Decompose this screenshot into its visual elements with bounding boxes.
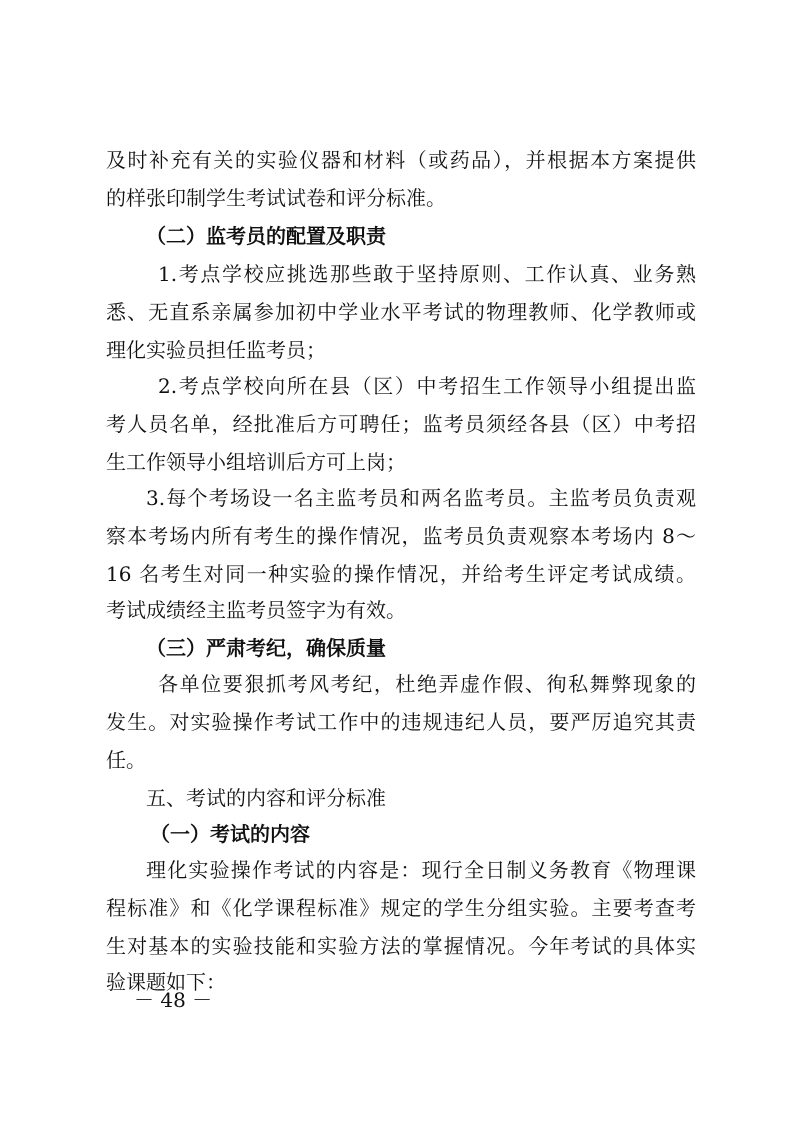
- paragraph-line: 考人员名单，经批准后方可聘任；监考员须经各县（区）中考招: [106, 412, 696, 436]
- paragraph-line: 2.考点学校向所在县（区）中考招生工作领导小组提出监: [158, 374, 696, 398]
- paragraph-line: 生对基本的实验技能和实验方法的掌握情况。今年考试的具体实: [106, 934, 696, 958]
- paragraph-line: 程标准》和《化学课程标准》规定的学生分组实验。主要考查考: [106, 896, 696, 920]
- paragraph-line: 的样张印制学生考试试卷和评分标准。: [106, 186, 446, 210]
- paragraph-line: 验课题如下：: [106, 970, 226, 994]
- section-heading: 五、考试的内容和评分标准: [146, 786, 386, 810]
- subsection-heading-content: （一）考试的内容: [150, 822, 310, 846]
- paragraph-line: 各单位要狠抓考风考纪，杜绝弄虚作假、徇私舞弊现象的: [158, 672, 696, 696]
- page-number: － 48 －: [134, 988, 213, 1012]
- paragraph-line: 察本考场内所有考生的操作情况，监考员负责观察本考场内 8～: [106, 524, 696, 548]
- subsection-heading-monitors: （二）监考员的配置及职责: [146, 224, 386, 248]
- paragraph-line: 考试成绩经主监考员签字为有效。: [106, 598, 406, 622]
- paragraph-line: 发生。对实验操作考试工作中的违规违纪人员，要严厉追究其责: [106, 710, 696, 734]
- paragraph-line: 及时补充有关的实验仪器和材料（或药品），并根据本方案提供: [106, 148, 696, 172]
- paragraph-line: 理化实验操作考试的内容是：现行全日制义务教育《物理课: [146, 858, 696, 882]
- paragraph-line: 生工作领导小组培训后方可上岗；: [106, 450, 406, 474]
- subsection-heading-discipline: （三）严肃考纪，确保质量: [146, 636, 386, 660]
- paragraph-line: 理化实验员担任监考员；: [106, 338, 326, 362]
- paragraph-line: 3.每个考场设一名主监考员和两名监考员。主监考员负责观: [146, 486, 696, 510]
- paragraph-line: 1.考点学校应挑选那些敢于坚持原则、工作认真、业务熟: [158, 262, 696, 286]
- paragraph-line: 16 名考生对同一种实验的操作情况，并给考生评定考试成绩。: [106, 562, 696, 586]
- paragraph-line: 任。: [106, 748, 146, 772]
- paragraph-line: 悉、无直系亲属参加初中学业水平考试的物理教师、化学教师或: [106, 300, 696, 324]
